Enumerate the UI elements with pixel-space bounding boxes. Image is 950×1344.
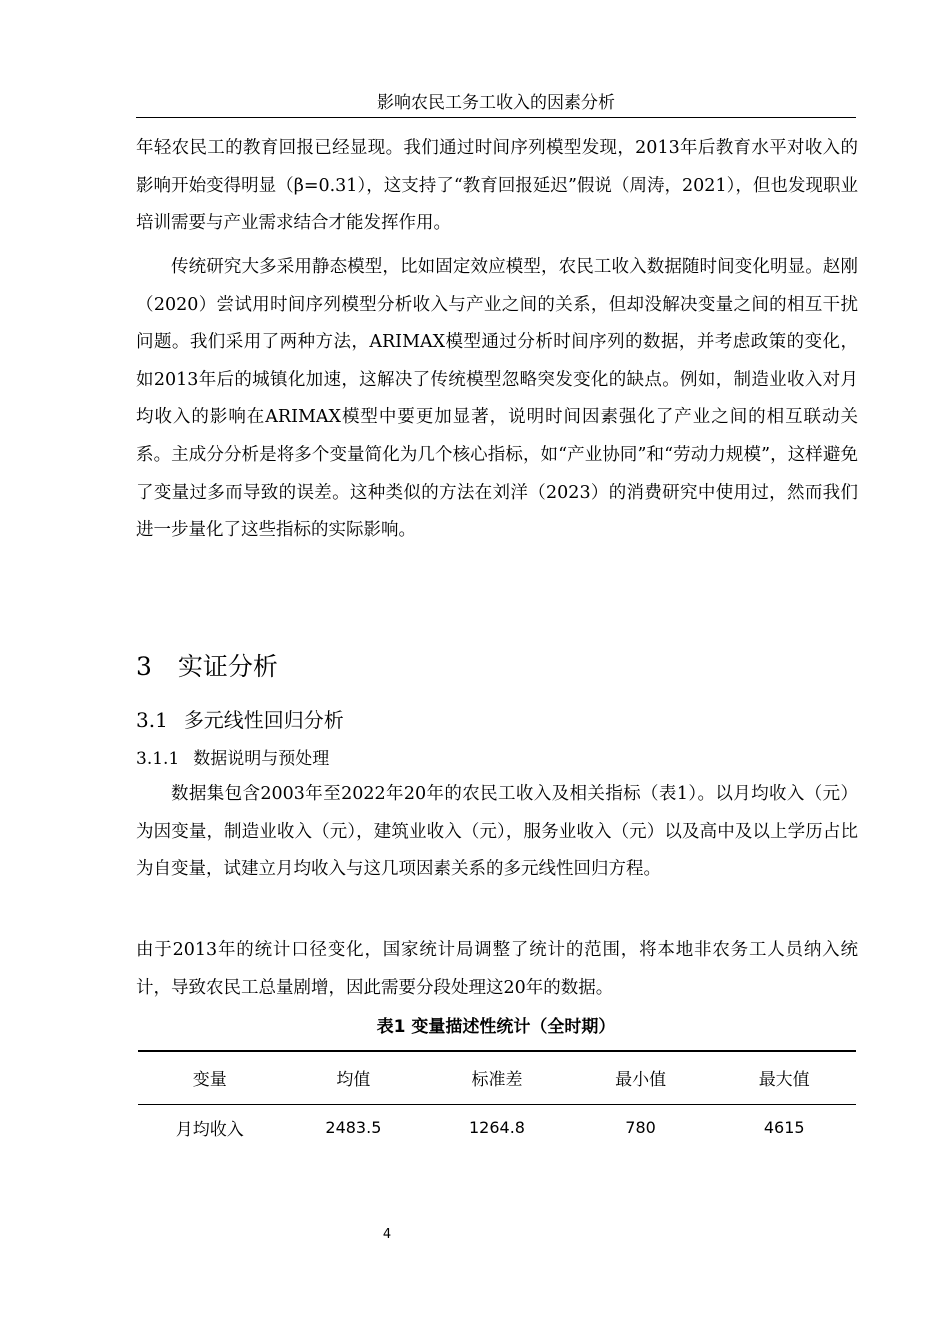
subsection-heading xyxy=(136,705,344,735)
subsubsection-number: 3.1.1 xyxy=(136,749,180,769)
table-cell: 4615 xyxy=(763,1117,805,1137)
table-cell: 1264.8 xyxy=(468,1117,525,1137)
table-header-row xyxy=(138,1051,856,1104)
paragraph-dataset: 数据集包含2003年至2022年20年的农民工收入及相关指标（表1）。以月均收入（元）为因变量，制造业收入（元），建筑业收入（元），服务业收入（元）以及高中及以上学历占比为自变量，试建立月均收入与这几项因素关系的多元线性回归方程。 xyxy=(136,784,858,880)
column-header: 最小值 xyxy=(615,1070,667,1091)
table-cell: 月均收入 xyxy=(175,1119,244,1140)
column-header: 最大值 xyxy=(758,1070,810,1091)
subsection-number: 3.1 xyxy=(136,708,168,732)
column-header: 均值 xyxy=(336,1070,371,1091)
subsubsection-heading xyxy=(136,745,329,773)
section-heading xyxy=(136,648,278,686)
page-number: 4 xyxy=(382,1227,392,1242)
section-number: 3 xyxy=(136,652,152,681)
paragraph-segmentation: 由于2013年的统计口径变化，国家统计局调整了统计的范围，将本地非农务工人员纳入统计，导致农民工总量剧增，因此需要分段处理这20年的数据。 xyxy=(136,940,858,998)
paragraph-education-return: 年轻农民工的教育回报已经显现。我们通过时间序列模型发现，2013年后教育水平对收入的影响开始变得明显（β=0.31），这支持了“教育回报延迟”假说（周涛，2021），但也发现职业培训需要与产业需求结合才能发挥作用。 xyxy=(136,138,858,234)
descriptive-stats-table xyxy=(138,1050,856,1150)
table-cell: 2483.5 xyxy=(325,1117,382,1137)
subsubsection-title: 数据说明与预处理 xyxy=(193,749,330,769)
header-divider xyxy=(136,117,856,118)
table-caption: 表1 变量描述性统计（全时期） xyxy=(376,1017,616,1037)
running-header: 影响农民工务工收入的因素分析 xyxy=(377,93,615,113)
section-title: 实证分析 xyxy=(177,652,278,681)
table-row xyxy=(138,1104,856,1150)
column-header: 标准差 xyxy=(471,1070,523,1091)
paragraph-methods: 传统研究大多采用静态模型，比如固定效应模型，农民工收入数据随时间变化明显。赵刚（2020）尝试用时间序列模型分析收入与产业之间的关系，但却没解决变量之间的相互干扰问题。我们采用了两种方法，ARIMAX模型通过分析时间序列的数据，并考虑政策的变化，如2013年后的城镇化加速，这解决了传统模型忽略突发变化的缺点。例如，制造业收入对月均收入的影响在ARIMAX模型中要更加显著，说明时间因素强化了产业之间的相互联动关系。主成分分析是将多个变量简化为几个核心指标，如“产业协同”和“劳动力规模”，这样避免了变量过多而导致的误差。这种类似的方法在刘洋（2023）的消费研究中使用过，然而我们进一步量化了这些指标的实际影响。 xyxy=(136,257,858,541)
table-cell: 780 xyxy=(625,1117,656,1137)
column-header: 变量 xyxy=(192,1070,227,1091)
subsection-title: 多元线性回归分析 xyxy=(183,708,344,732)
